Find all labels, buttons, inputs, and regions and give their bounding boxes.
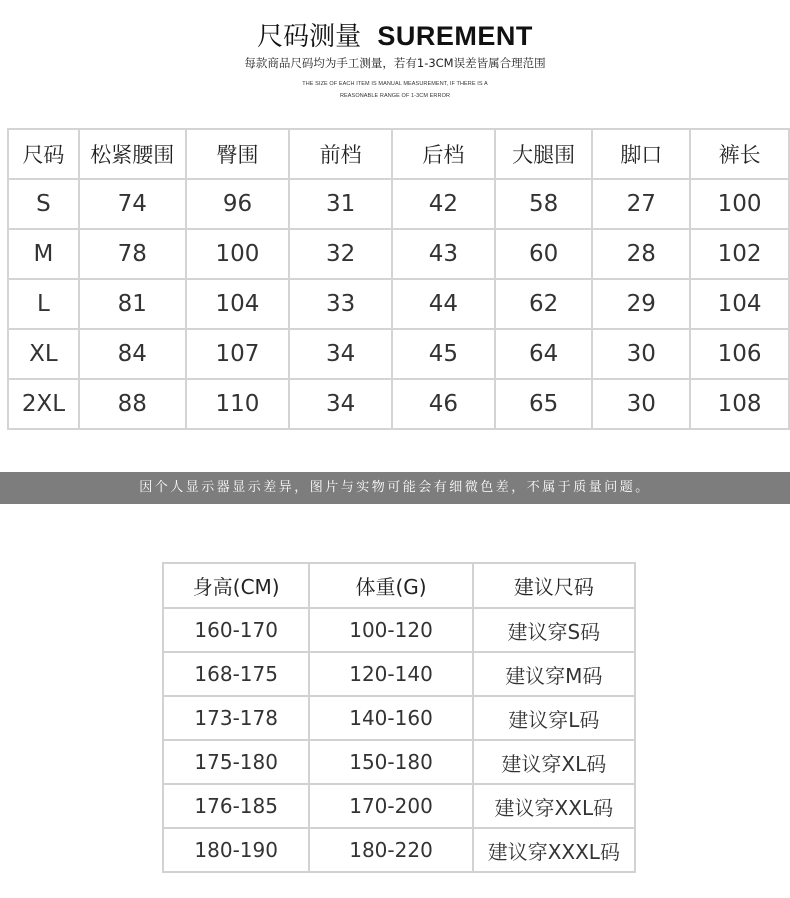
- table-cell: M: [8, 229, 79, 279]
- table-cell: S: [8, 179, 79, 229]
- table-cell: 107: [186, 329, 290, 379]
- header-cell: 脚口: [592, 129, 690, 179]
- table-cell: 建议穿XL码: [473, 740, 635, 784]
- table-row: [163, 608, 635, 652]
- table-cell: 160-170: [163, 608, 309, 652]
- header-cell: 臀围: [186, 129, 290, 179]
- table-cell: 建议穿S码: [473, 608, 635, 652]
- table-row: [8, 229, 789, 279]
- table-cell: 58: [495, 179, 593, 229]
- table-cell: 42: [392, 179, 495, 229]
- table-row: [163, 696, 635, 740]
- table-cell: 33: [289, 279, 392, 329]
- header-cell: 后档: [392, 129, 495, 179]
- table-row: [8, 279, 789, 329]
- table-cell: 180-220: [309, 828, 472, 872]
- table-row: [163, 828, 635, 872]
- recommendation-table: [162, 562, 636, 873]
- table-cell: 64: [495, 329, 593, 379]
- table-cell: 27: [592, 179, 690, 229]
- table-cell: 45: [392, 329, 495, 379]
- header-cell: 建议尺码: [473, 563, 635, 608]
- table-row: [163, 784, 635, 828]
- table-cell: L: [8, 279, 79, 329]
- table-row: [163, 740, 635, 784]
- table-cell: 29: [592, 279, 690, 329]
- table-cell: 170-200: [309, 784, 472, 828]
- table-row: [163, 652, 635, 696]
- table-cell: 建议穿XXXL码: [473, 828, 635, 872]
- color-disclaimer-banner: 因个人显示器显示差异，图片与实物可能会有细微色差，不属于质量问题。: [0, 472, 790, 504]
- table-row: [8, 379, 789, 429]
- size-table-header-row: [8, 129, 789, 179]
- table-cell: 102: [690, 229, 789, 279]
- header-cell: 裤长: [690, 129, 789, 179]
- header-cell: 前档: [289, 129, 392, 179]
- table-cell: 175-180: [163, 740, 309, 784]
- table-cell: 104: [186, 279, 290, 329]
- table-cell: 74: [79, 179, 186, 229]
- table-row: [8, 179, 789, 229]
- title-cn: 尺码测量: [257, 22, 362, 52]
- table-cell: 65: [495, 379, 593, 429]
- table-cell: 104: [690, 279, 789, 329]
- table-cell: 建议穿M码: [473, 652, 635, 696]
- table-cell: 32: [289, 229, 392, 279]
- table-cell: 180-190: [163, 828, 309, 872]
- title-en: SUREMENT: [377, 21, 533, 51]
- header-cell: 大腿围: [495, 129, 593, 179]
- table-cell: 78: [79, 229, 186, 279]
- subtitle: 每款商品尺码均为手工测量，若有1-3CM误差皆属合理范围: [244, 56, 546, 70]
- size-table: [7, 128, 790, 430]
- table-cell: 140-160: [309, 696, 472, 740]
- table-cell: 28: [592, 229, 690, 279]
- table-cell: 110: [186, 379, 290, 429]
- rec-table-header-row: [163, 563, 635, 608]
- table-cell: 44: [392, 279, 495, 329]
- header-cell: 松紧腰围: [79, 129, 186, 179]
- header-cell: 尺码: [8, 129, 79, 179]
- table-cell: 106: [690, 329, 789, 379]
- table-cell: 100: [186, 229, 290, 279]
- table-cell: 2XL: [8, 379, 79, 429]
- note-en-line1: THE SIZE OF EACH ITEM IS MANUAL MEASUREMENT, IF THERE IS A: [302, 81, 488, 87]
- header-cell: 体重(G): [309, 563, 472, 608]
- table-cell: 100: [690, 179, 789, 229]
- table-cell: 108: [690, 379, 789, 429]
- table-cell: 30: [592, 329, 690, 379]
- table-cell: 84: [79, 329, 186, 379]
- table-cell: 60: [495, 229, 593, 279]
- table-cell: 150-180: [309, 740, 472, 784]
- table-cell: 168-175: [163, 652, 309, 696]
- table-cell: 31: [289, 179, 392, 229]
- table-row: [8, 329, 789, 379]
- table-cell: 176-185: [163, 784, 309, 828]
- table-cell: 43: [392, 229, 495, 279]
- table-cell: 建议穿L码: [473, 696, 635, 740]
- table-cell: 120-140: [309, 652, 472, 696]
- table-cell: 建议穿XXL码: [473, 784, 635, 828]
- table-cell: 88: [79, 379, 186, 429]
- table-cell: 34: [289, 329, 392, 379]
- table-cell: 81: [79, 279, 186, 329]
- table-cell: XL: [8, 329, 79, 379]
- table-cell: 34: [289, 379, 392, 429]
- page-title: [0, 18, 790, 55]
- note-en-line2: REASONABLE RANGE OF 1-3CM ERROR: [339, 93, 451, 99]
- table-cell: 30: [592, 379, 690, 429]
- table-cell: 62: [495, 279, 593, 329]
- table-cell: 173-178: [163, 696, 309, 740]
- header-cell: 身高(CM): [163, 563, 309, 608]
- table-cell: 96: [186, 179, 290, 229]
- table-cell: 100-120: [309, 608, 472, 652]
- table-cell: 46: [392, 379, 495, 429]
